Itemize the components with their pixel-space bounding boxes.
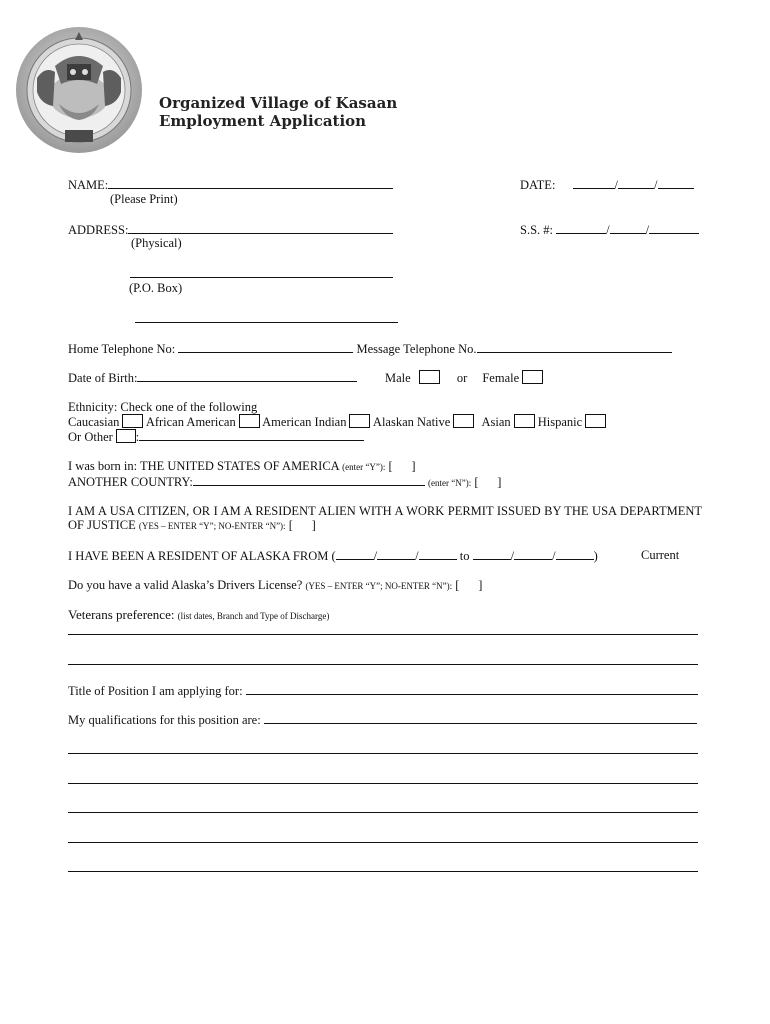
ethnicity-american-indian-checkbox[interactable] bbox=[349, 414, 370, 428]
citizenship-statement bbox=[68, 504, 702, 533]
qualifications-line-2[interactable] bbox=[68, 783, 698, 784]
residency-to-day[interactable] bbox=[514, 548, 552, 560]
ethnicity-other-colon: : bbox=[135, 430, 140, 444]
ethnicity-caucasian-label: Caucasian bbox=[68, 415, 120, 429]
ethnicity-hispanic-checkbox[interactable] bbox=[585, 414, 606, 428]
or-label: or bbox=[456, 371, 468, 385]
license-row bbox=[68, 578, 482, 593]
residency-sep-1: / bbox=[373, 549, 378, 563]
residency-close: ) bbox=[593, 549, 598, 563]
message-phone-label: Message Telephone No. bbox=[356, 342, 477, 356]
dob-line[interactable] bbox=[137, 370, 357, 382]
ethnicity-alaskan-native-label: Alaskan Native bbox=[372, 415, 451, 429]
position-input-line[interactable] bbox=[246, 683, 698, 695]
ethnicity-row bbox=[68, 414, 606, 429]
name-label: NAME: bbox=[68, 178, 109, 192]
name-input-line[interactable] bbox=[108, 177, 393, 189]
ethnicity-label: Ethnicity: Check one of the following bbox=[68, 400, 258, 414]
qualifications-label: My qualifications for this position are: bbox=[68, 713, 261, 727]
ssn-part3-line[interactable] bbox=[649, 222, 699, 234]
residency-from-year[interactable] bbox=[419, 548, 457, 560]
ssn-field[interactable] bbox=[520, 222, 699, 237]
position-label: Title of Position I am applying for: bbox=[68, 684, 243, 698]
address-label: ADDRESS: bbox=[68, 223, 129, 237]
date-day-line[interactable] bbox=[618, 177, 654, 189]
citizenship-hint: (YES – ENTER “Y”; NO-ENTER “N”): bbox=[138, 521, 286, 531]
born-usa-row bbox=[68, 459, 416, 474]
message-phone-line[interactable] bbox=[477, 341, 672, 353]
dob-field[interactable] bbox=[68, 370, 357, 385]
home-phone-line[interactable] bbox=[178, 341, 353, 353]
date-year-line[interactable] bbox=[658, 177, 694, 189]
born-usa-hint: (enter “Y”): bbox=[342, 462, 386, 472]
residency-to-label: to bbox=[459, 549, 470, 563]
ethnicity-caucasian-checkbox[interactable] bbox=[122, 414, 143, 428]
born-usa-bracket[interactable]: [ ] bbox=[388, 459, 416, 473]
male-label: Male bbox=[385, 371, 411, 385]
ethnicity-other-label: Or Other bbox=[68, 430, 113, 444]
ssn-label: S.S. #: bbox=[520, 223, 554, 237]
citizenship-text: I AM A USA CITIZEN, OR I AM A RESIDENT ALIEN WITH A WORK PERMIT ISSUED BY THE USA DEPARTMENT OF JUSTICE bbox=[68, 504, 702, 532]
male-checkbox[interactable] bbox=[419, 370, 440, 384]
female-checkbox[interactable] bbox=[522, 370, 543, 384]
qualifications-input-line[interactable] bbox=[264, 712, 697, 724]
residency-from-month[interactable] bbox=[336, 548, 374, 560]
license-label: Do you have a valid Alaska’s Drivers License? bbox=[68, 578, 303, 592]
veterans-line-1[interactable] bbox=[68, 634, 698, 635]
veterans-row bbox=[68, 608, 329, 623]
address-hint: (Physical) bbox=[131, 236, 182, 250]
dob-label: Date of Birth: bbox=[68, 371, 138, 385]
date-sep-1: / bbox=[614, 178, 619, 192]
residency-to-month[interactable] bbox=[473, 548, 511, 560]
gender-row bbox=[385, 370, 543, 385]
address-extra-line[interactable] bbox=[135, 322, 398, 323]
date-field[interactable] bbox=[520, 177, 694, 192]
address-input-line[interactable] bbox=[128, 222, 393, 234]
born-usa-label: I was born in: THE UNITED STATES OF AMERICA bbox=[68, 459, 339, 473]
ssn-sep-1: / bbox=[606, 223, 610, 237]
veterans-line-2[interactable] bbox=[68, 664, 698, 665]
date-sep-2: / bbox=[654, 178, 658, 192]
citizenship-bracket[interactable]: [ ] bbox=[288, 518, 316, 532]
another-country-label: ANOTHER COUNTRY: bbox=[68, 475, 193, 489]
residency-sep-4: / bbox=[552, 549, 556, 563]
veterans-label: Veterans preference: bbox=[68, 607, 175, 622]
date-month-line[interactable] bbox=[573, 177, 615, 189]
org-name: Organized Village of Kasaan bbox=[159, 94, 398, 112]
qualifications-line-4[interactable] bbox=[68, 842, 698, 843]
pobox-hint: (P.O. Box) bbox=[129, 281, 183, 295]
qualifications-line-5[interactable] bbox=[68, 871, 698, 872]
village-seal-logo bbox=[15, 26, 143, 154]
pobox-input-line[interactable] bbox=[130, 277, 393, 278]
female-label: Female bbox=[482, 371, 520, 385]
qualifications-row bbox=[68, 712, 697, 727]
ssn-sep-2: / bbox=[645, 223, 650, 237]
address-field[interactable] bbox=[68, 222, 393, 237]
license-hint: (YES – ENTER “Y”; NO-ENTER “N”): bbox=[305, 581, 453, 591]
ethnicity-alaskan-native-checkbox[interactable] bbox=[453, 414, 474, 428]
residency-to-year[interactable] bbox=[556, 548, 594, 560]
ssn-part2-line[interactable] bbox=[610, 222, 646, 234]
ethnicity-african-american-checkbox[interactable] bbox=[239, 414, 260, 428]
residency-sep-3: / bbox=[510, 549, 515, 563]
residency-sep-2: / bbox=[415, 549, 419, 563]
document-title: Employment Application bbox=[159, 112, 367, 130]
ethnicity-hispanic-label: Hispanic bbox=[537, 415, 583, 429]
ethnicity-other-row bbox=[68, 429, 364, 444]
residency-current-label: Current bbox=[641, 548, 680, 562]
home-phone-label: Home Telephone No: bbox=[68, 342, 176, 356]
residency-from-day[interactable] bbox=[377, 548, 415, 560]
another-country-row bbox=[68, 474, 501, 490]
ethnicity-african-american-label: African American bbox=[145, 415, 236, 429]
phone-row bbox=[68, 341, 672, 356]
residency-row bbox=[68, 548, 598, 563]
residency-label: I HAVE BEEN A RESIDENT OF ALASKA FROM ( bbox=[68, 549, 336, 563]
ethnicity-asian-label: Asian bbox=[481, 415, 511, 429]
another-country-line[interactable] bbox=[193, 474, 425, 486]
ethnicity-other-checkbox[interactable] bbox=[116, 429, 136, 443]
name-field[interactable] bbox=[68, 177, 393, 192]
another-country-bracket[interactable]: [ ] bbox=[474, 475, 502, 489]
qualifications-line-1[interactable] bbox=[68, 753, 698, 754]
name-hint: (Please Print) bbox=[110, 192, 178, 206]
another-country-hint: (enter “N”): bbox=[428, 478, 472, 488]
ethnicity-other-line[interactable] bbox=[139, 429, 364, 441]
date-label: DATE: bbox=[520, 178, 556, 192]
qualifications-line-3[interactable] bbox=[68, 812, 698, 813]
veterans-hint: (list dates, Branch and Type of Discharge) bbox=[177, 611, 330, 621]
license-bracket[interactable]: [ ] bbox=[455, 578, 483, 592]
position-row bbox=[68, 683, 698, 698]
ethnicity-american-indian-label: American Indian bbox=[262, 415, 347, 429]
ssn-part1-line[interactable] bbox=[556, 222, 606, 234]
ethnicity-asian-checkbox[interactable] bbox=[514, 414, 535, 428]
